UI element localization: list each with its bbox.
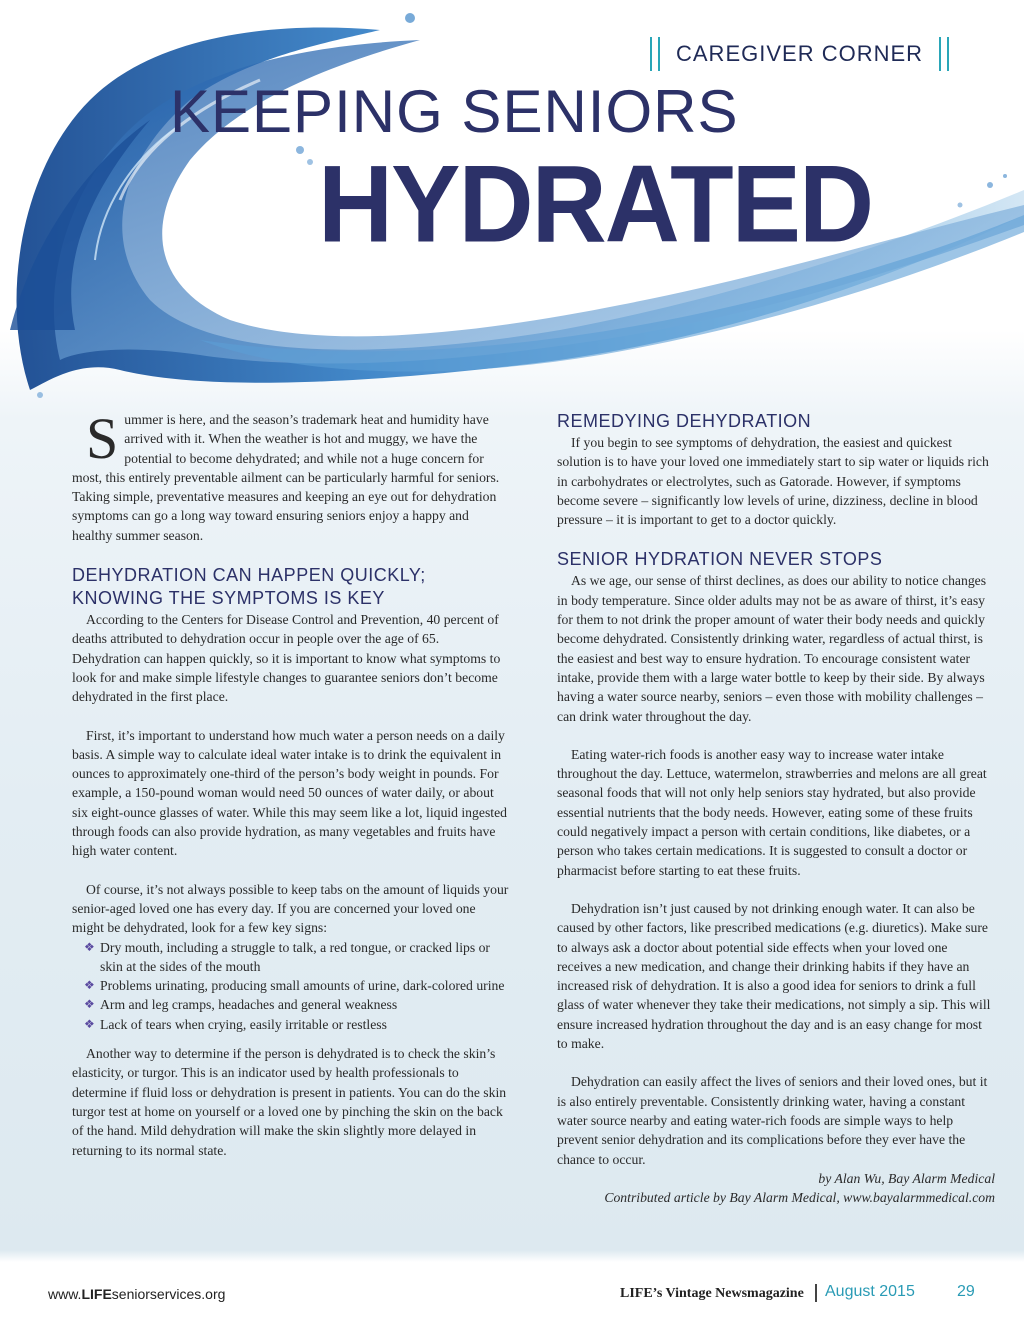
list-item: ❖ Problems urinating, producing small amounts of urine, dark-colored urine <box>72 976 510 995</box>
right-paragraph-2: As we age, our sense of thirst declines, as does our ability to notice changes in body temperature. Since older adults may not be as aware of thirst, it’s easy for them to not drink the proper amount of water their body needs and quickly become dehydrated. Consistently drinking water, regardless of actual thirst, is the easiest and best way to ensure hydration. To encourage consistent water intake, provide them with a large water bottle to keep by their side. By always having a water source nearby, seniors – even those with mobility challenges – can drink water throughout the day. <box>557 573 987 724</box>
author-byline: by Alan Wu, Bay Alarm Medical <box>818 1170 995 1186</box>
section-tag-label: CAREGIVER CORNER <box>676 41 924 66</box>
list-item: ❖ Dry mouth, including a struggle to talk, a red tongue, or cracked lips or skin at the sides of the mouth <box>84 939 490 974</box>
left-column <box>72 406 510 1160</box>
right-paragraph-4: Dehydration isn’t just caused by not drinking enough water. It can also be caused by other factors, like prescribed medications (e.g. diuretics). Make sure to always ask a doctor about potential side effects when your loved one receives a new medication, and change their drinking habits if they have an increased risk of dehydration. It is also a good idea for seniors to drink a full glass of water whenever they take their medications, not simply a sip. This will ensure increased hydration throughout the day and is an easy change for most to make. <box>557 900 991 1052</box>
symptom-list <box>72 938 510 1034</box>
right-paragraph-5: Dehydration can easily affect the lives of seniors and their loved ones, but it is also entirely preventable. Consistently drinking water, having a constant water source nearby and eating water-rich foods are simple ways to help prevent senior dehydration and its complications before they ever have the chance to occur. <box>557 1074 988 1167</box>
tag-bars-right <box>939 37 949 71</box>
page-number: 29 <box>957 1283 975 1300</box>
right-column <box>557 410 995 1207</box>
list-item: ❖ Arm and leg cramps, headaches and general weakness <box>72 995 510 1014</box>
bullet-icon: ❖ <box>84 1016 95 1031</box>
section-tag <box>650 34 990 74</box>
title-line-2: HYDRATED <box>318 143 873 266</box>
footer-issue-date: August 2015 <box>825 1283 915 1300</box>
footer-divider <box>815 1284 817 1302</box>
left-heading: DEHYDRATION CAN HAPPEN QUICKLY; KNOWING THE SYMPTOMS IS KEY <box>72 565 426 609</box>
left-paragraph-4: Another way to determine if the person is dehydrated is to check the skin’s elasticity, or turgor. This is an indicator used by health professionals to determine if fluid loss or dehydration is present in patients. You can do the skin turgor test at home on yourself or a loved one by pinching the skin on the back of the hand. Mild dehydration will make the skin slightly more delayed in returning to its normal state. <box>72 1046 507 1158</box>
right-heading-1: REMEDYING DEHYDRATION <box>557 411 812 431</box>
right-heading-2: SENIOR HYDRATION NEVER STOPS <box>557 549 883 570</box>
footer-website[interactable]: www.LIFEseniorservices.org <box>48 1286 226 1302</box>
bullet-icon: ❖ <box>84 978 95 993</box>
drop-cap: S <box>86 406 119 471</box>
page-footer <box>0 1280 1024 1310</box>
left-paragraph-3: Of course, it’s not always possible to keep tabs on the amount of liquids your senior-aged loved one has every day. If you are concerned your loved one might be dehydrated, look for a few key signs: <box>72 881 509 936</box>
intro-text: ummer is here, and the season’s trademark heat and humidity have arrived with it. When the weather is hot and muggy, we have the potential to become dehydrated; and while not a huge concern for most, this entirely preventable ailment can be particularly harmful for seniors. Taking simple, preventative measures and keeping an eye out for dehydration symptoms can go a long way toward ensuring seniors enjoy a happy and healthy summer season. <box>72 412 500 543</box>
intro-paragraph <box>72 406 510 545</box>
footer-magazine-name: LIFE’s Vintage Newsmagazine <box>620 1286 804 1301</box>
bullet-icon: ❖ <box>84 997 95 1012</box>
title-line-1: KEEPING SENIORS <box>170 78 739 145</box>
bullet-icon: ❖ <box>84 939 95 954</box>
left-paragraph-1: According to the Centers for Disease Control and Prevention, 40 percent of deaths attributed to dehydration occur in people over the age of 65. Dehydration can happen quickly, so it is important to know what symptoms to look for and make simple lifestyle changes to guarantee seniors don’t become dehydrated in the first place. <box>72 612 501 705</box>
left-paragraph-2: First, it’s important to understand how much water a person needs on a daily basis. A simple way to calculate ideal water intake is to drink the equivalent in ounces to approximately one-third of the person’s body weight in pounds. For example, a 150-pound woman would need 50 ounces of water daily, or about six eight-ounce glasses of water. While this may seem like a lot, liquid ingested through foods can also provide hydration, as many vegetables and fruits have high water content. <box>72 727 507 859</box>
list-item: ❖ Lack of tears when crying, easily irritable or restless <box>72 1015 510 1034</box>
right-paragraph-1: If you begin to see symptoms of dehydration, the easiest and quickest solution is to have your loved one immediately start to sip water or liquids rich in carbohydrates or electrolytes, such as Gatorade. However, if symptoms become severe – significantly low levels of urine, dizziness, decline in blood pressure – it is important to get to a doctor quickly. <box>557 435 989 528</box>
contributed-note: Contributed article by Bay Alarm Medical, www.bayalarmmedical.com <box>604 1190 995 1206</box>
right-paragraph-3: Eating water-rich foods is another easy way to increase water intake throughout the day. Lettuce, watermelon, strawberries and melons are all great seasonal foods that will not only help seniors stay hydrated, but also provide essential nutrients that the body needs. However, eating some of these fruits could negatively impact a person with certain conditions, like diabetes, or a person who takes certain medications. It is suggested to consult a doctor or pharmacist before starting to eat these fruits. <box>557 746 987 878</box>
tag-bars-left <box>650 37 660 71</box>
